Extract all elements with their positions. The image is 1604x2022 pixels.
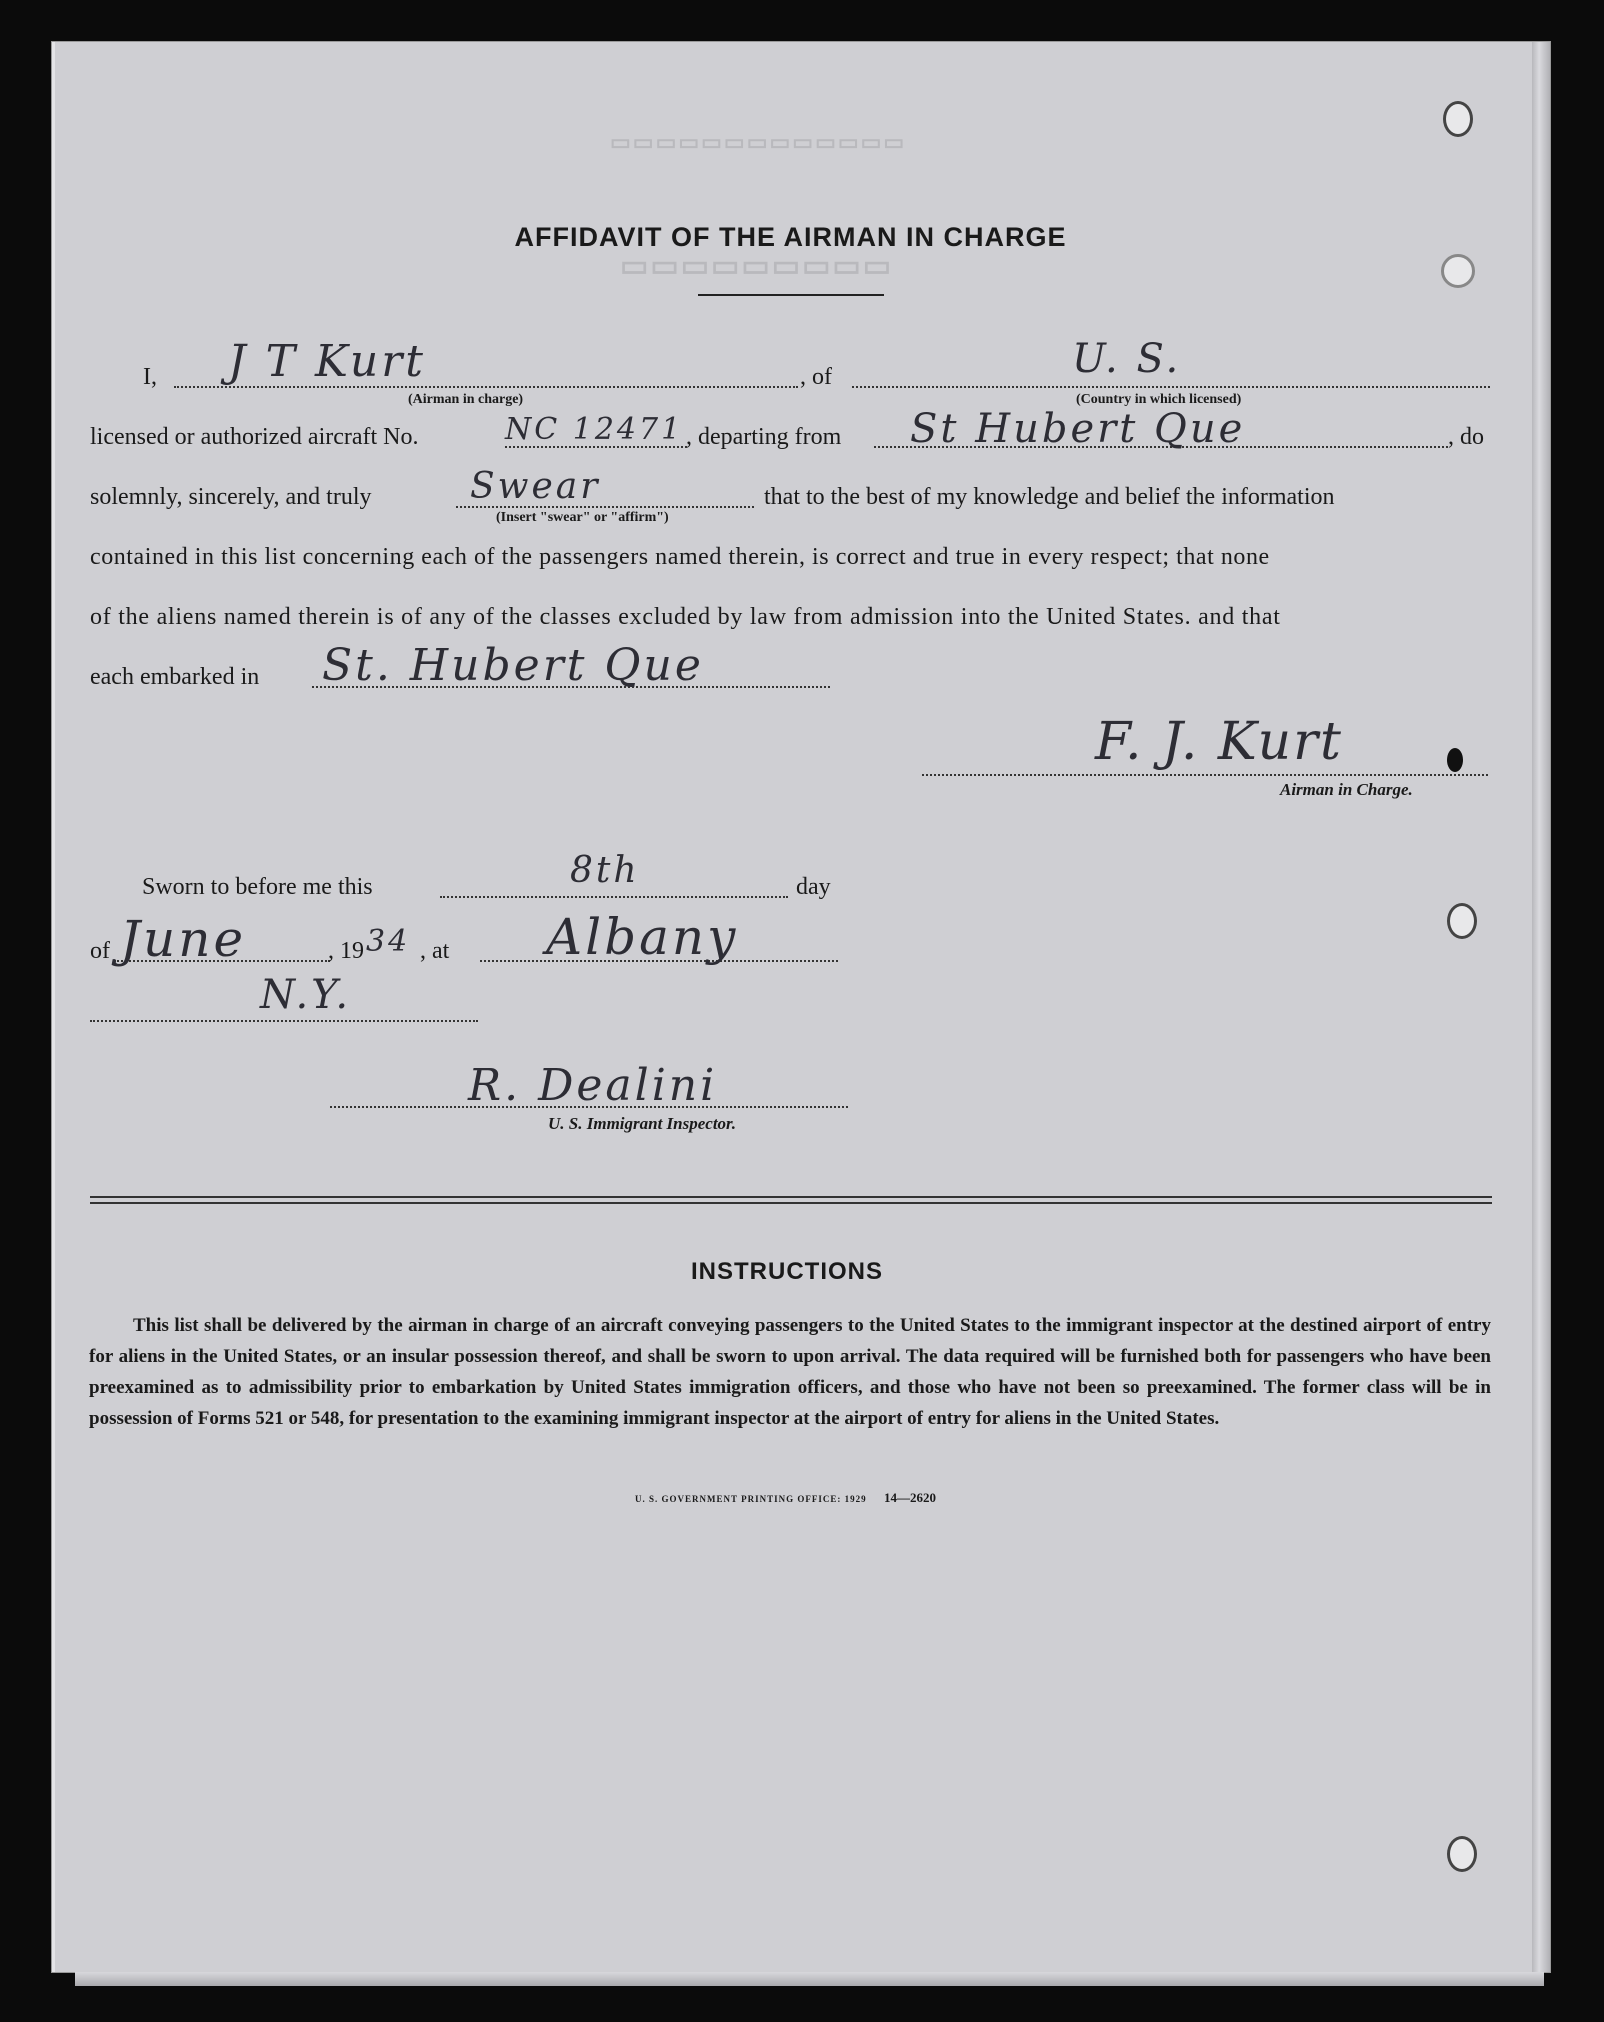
- handwritten-oath: Swear: [470, 466, 601, 507]
- line1-prefix: I,: [143, 364, 157, 390]
- sworn-day-field: [440, 896, 788, 898]
- page-edge: [1532, 42, 1550, 1972]
- caption-swear: (Insert "swear" or "affirm"): [496, 510, 669, 525]
- caption-airman-signature: Airman in Charge.: [1280, 780, 1413, 799]
- line6-prefix: each embarked in: [90, 664, 260, 690]
- place-continuation-field: [90, 1020, 478, 1022]
- handwritten-place-state: N.Y.: [260, 972, 352, 1018]
- line2-prefix: licensed or authorized aircraft No.: [90, 424, 419, 450]
- line3-suffix: that to the best of my knowledge and belief the information: [764, 484, 1335, 510]
- show-through-text: ▭▭▭▭▭▭▭▭▭▭▭▭▭: [610, 133, 907, 158]
- caption-airman: (Airman in charge): [408, 392, 524, 407]
- page-stack-edge: [75, 1972, 1544, 1986]
- caption-country: (Country in which licensed): [1076, 392, 1242, 407]
- handwritten-month: June: [120, 910, 247, 968]
- line3-prefix: solemnly, sincerely, and truly: [90, 484, 372, 510]
- punch-hole: [1443, 101, 1473, 137]
- airman-signature: F. J. Kurt: [1095, 712, 1343, 772]
- punch-hole: [1447, 748, 1463, 772]
- inspector-signature: R. Dealini: [468, 1060, 718, 1111]
- form-number: 14—2620: [884, 1490, 936, 1505]
- show-through-text: ▭▭▭▭▭▭▭▭▭: [620, 253, 894, 286]
- sworn-prefix: Sworn to before me this: [142, 874, 373, 900]
- line5: of the aliens named therein is of any of the classes excluded by law from admission into the United States. and that: [90, 604, 1281, 630]
- sworn-day-label: day: [796, 874, 831, 900]
- handwritten-country: U. S.: [1072, 336, 1182, 382]
- punch-hole: [1447, 903, 1477, 939]
- printing-office-imprint: U. S. GOVERNMENT PRINTING OFFICE: 1929: [635, 1494, 867, 1504]
- section-divider: [90, 1202, 1492, 1204]
- handwritten-departing: St Hubert Que: [910, 406, 1246, 452]
- handwritten-day: 8th: [570, 850, 640, 891]
- instructions-title: INSTRUCTIONS: [691, 1258, 883, 1285]
- punch-hole: [1441, 254, 1475, 288]
- handwritten-aircraft-no: NC 12471: [505, 412, 684, 447]
- line2-suffix: , do: [1448, 424, 1484, 450]
- instructions-text: This list shall be delivered by the airman in charge of an aircraft conveying passengers to the United States to the immigrant inspector at the destined airport of entry for aliens in the United States, or an insular possession thereof, and shall be sworn to upon arrival. The data required will be furnished both for passengers who have been preexamined as to admissibility prior to embarkation by United States immigration officers, and those who have not been so preexamined. The former class will be in possession of Forms 521 or 548, for presentation to the examining immigrant inspector at the airport of entry for aliens in the United States.: [89, 1315, 1491, 1429]
- year-prefix: , 19: [328, 938, 364, 964]
- title-underline: [698, 294, 884, 296]
- airman-signature-line: [922, 774, 1488, 776]
- handwritten-embarked: St. Hubert Que: [322, 640, 704, 691]
- line2-departing: , departing from: [686, 424, 842, 450]
- at-label: , at: [420, 938, 450, 964]
- handwritten-place: Albany: [546, 908, 739, 966]
- document-title: AFFIDAVIT OF THE AIRMAN IN CHARGE: [514, 222, 1067, 252]
- line4: contained in this list concerning each of the passengers named therein, is correct and true in every respect; that none: [90, 544, 1270, 570]
- handwritten-airman-name: J T Kurt: [228, 336, 426, 387]
- of-label: of: [90, 938, 110, 964]
- handwritten-year: 34: [366, 924, 411, 959]
- section-divider: [90, 1196, 1492, 1198]
- country-field: [852, 386, 1490, 388]
- inspector-signature-line: [330, 1106, 848, 1108]
- line1-of: , of: [800, 364, 832, 390]
- caption-inspector: U. S. Immigrant Inspector.: [548, 1114, 736, 1133]
- punch-hole: [1447, 1836, 1477, 1872]
